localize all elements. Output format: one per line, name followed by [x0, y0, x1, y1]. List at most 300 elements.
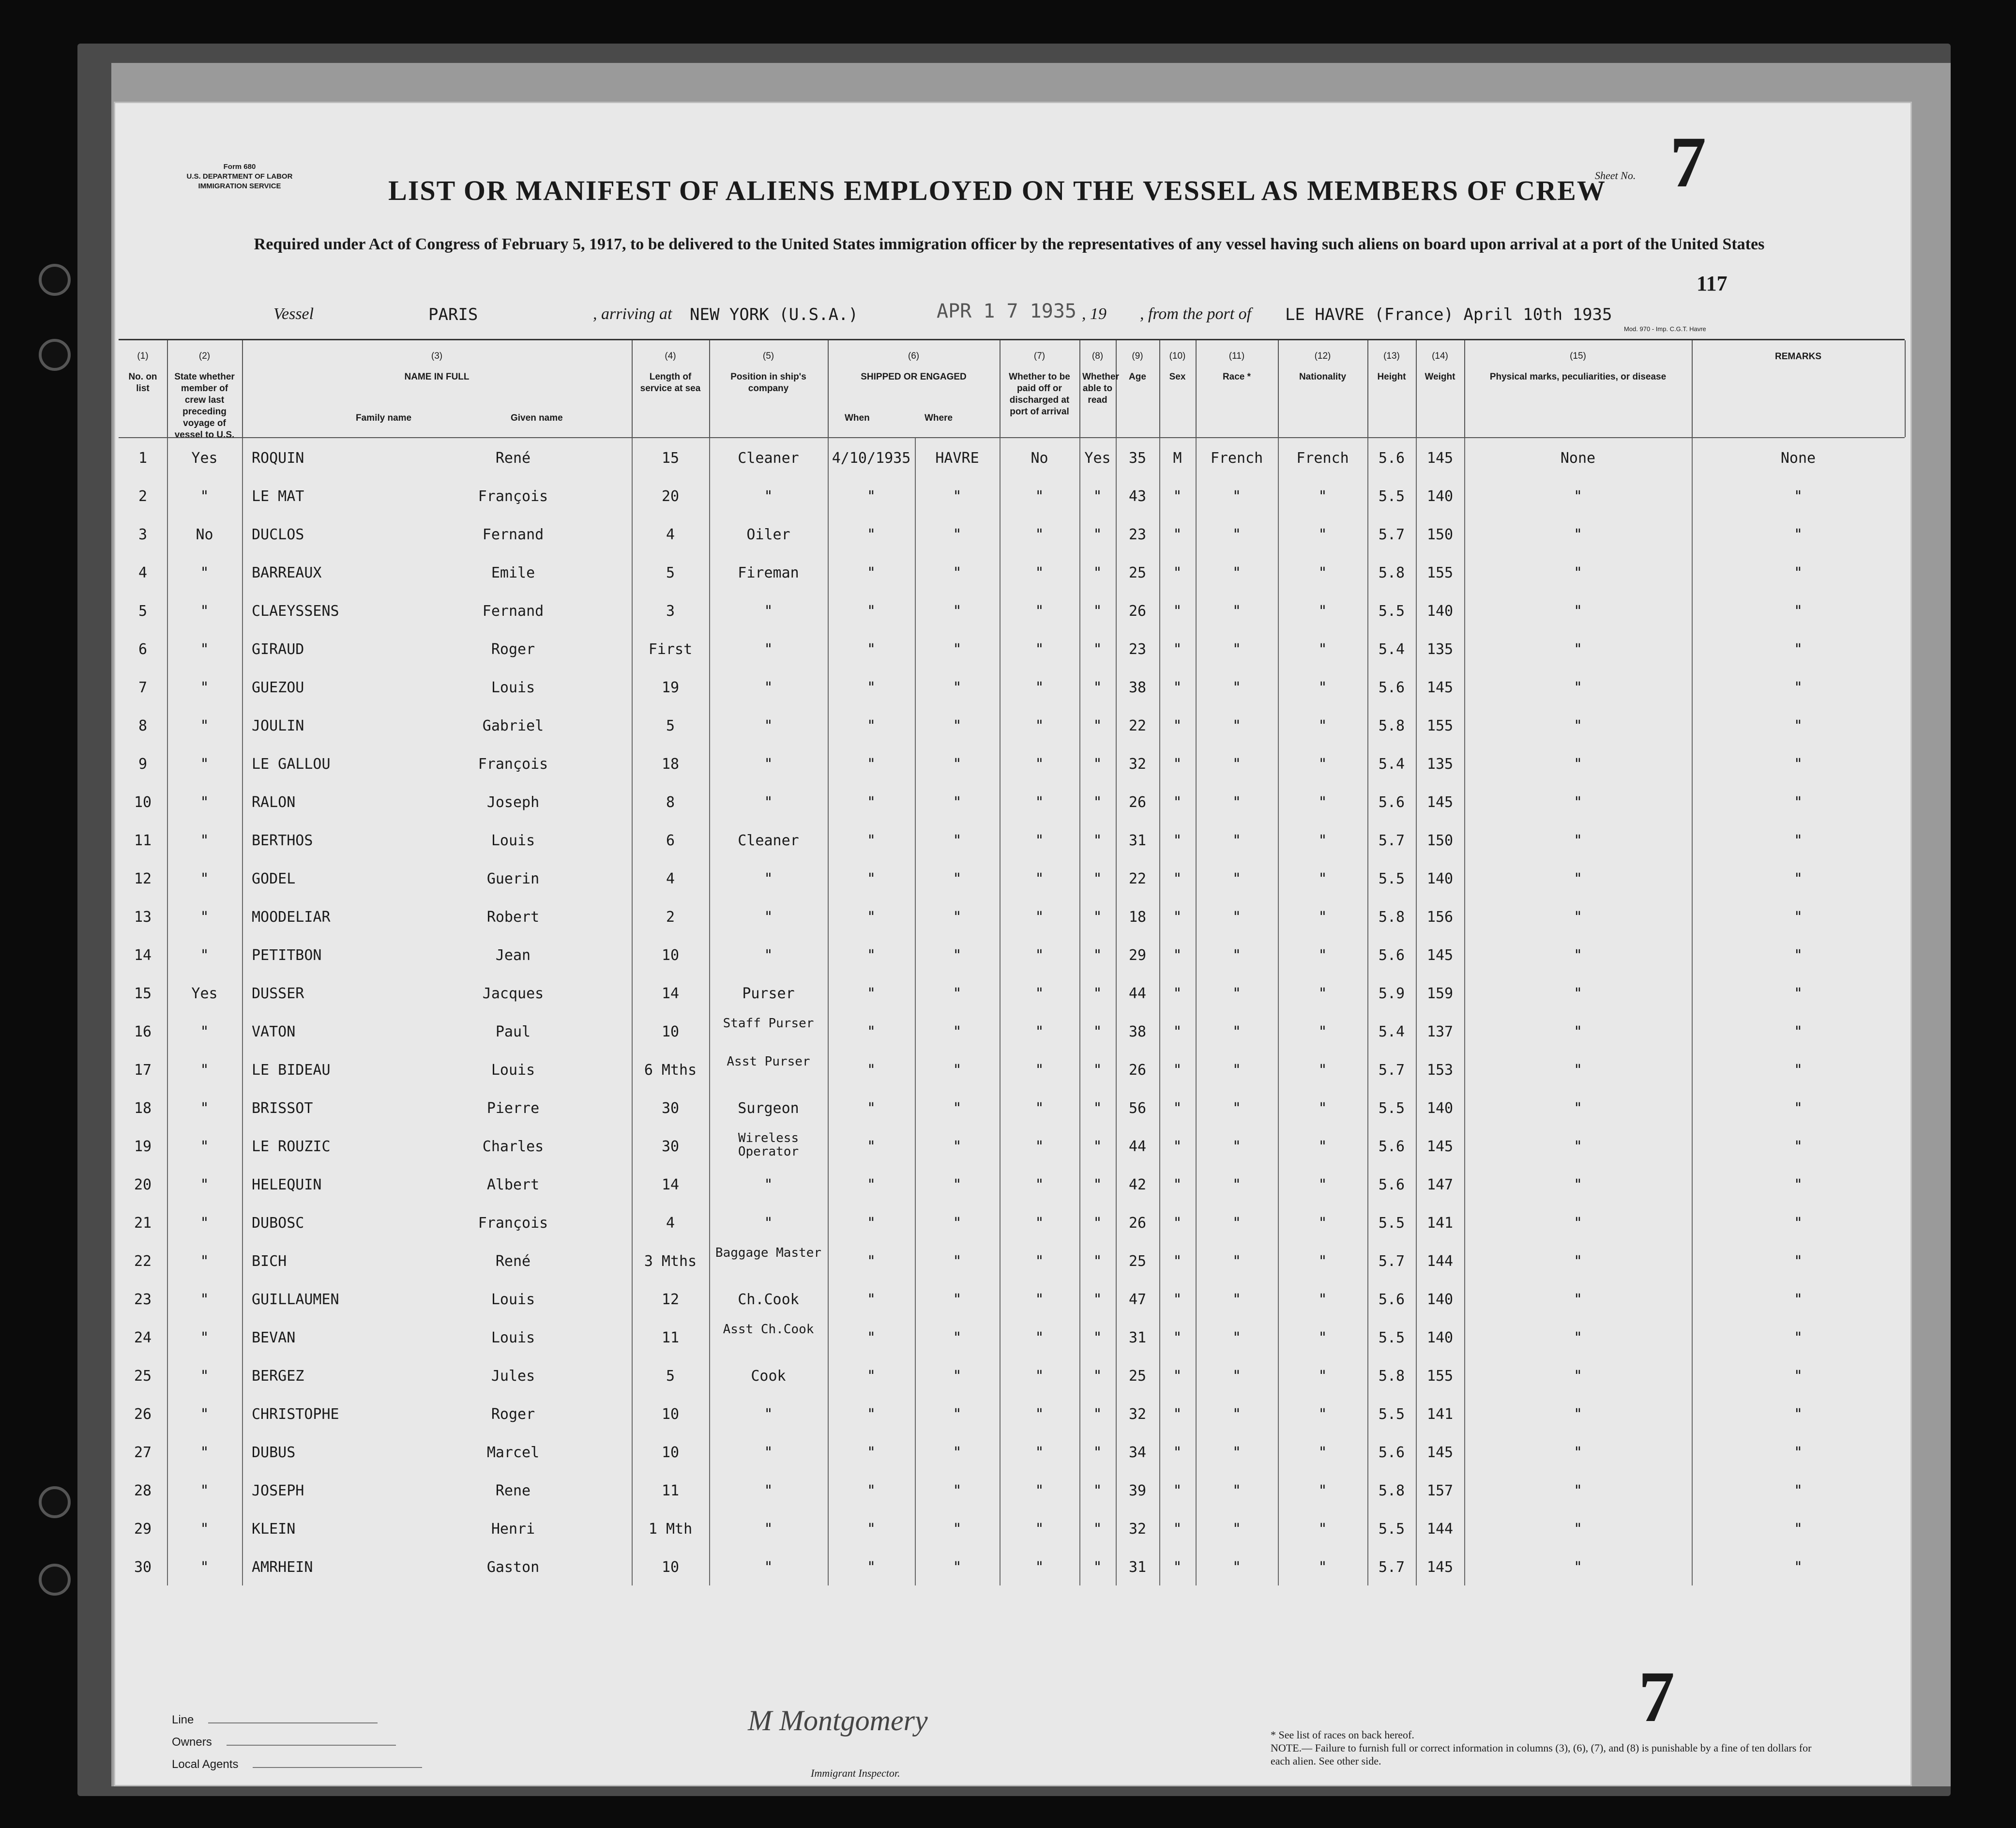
mod-note: Mod. 970 - Imp. C.G.T. Havre [1624, 325, 1706, 333]
column-rule [1116, 438, 1117, 1585]
table-row [119, 821, 1905, 859]
cell-sex: " [1173, 1176, 1182, 1193]
column-label: SHIPPED OR ENGAGED [861, 372, 967, 382]
cell-marks: " [1573, 679, 1583, 696]
cell-read: " [1093, 1444, 1102, 1461]
cell-when: " [866, 1023, 876, 1040]
cell-prev: " [200, 1559, 209, 1576]
cell-height: 5.4 [1378, 756, 1405, 773]
cell-where: " [953, 1521, 962, 1538]
cell-given: Fernand [482, 526, 544, 543]
cell-read: Yes [1084, 450, 1111, 467]
cell-family: KLEIN [252, 1521, 296, 1538]
cell-position: Fireman [738, 564, 799, 581]
cell-remarks: " [1793, 985, 1803, 1002]
cell-weight: 140 [1426, 1329, 1454, 1346]
cell-paid: " [1035, 488, 1044, 505]
cell-position: " [764, 1406, 773, 1423]
cell-weight: 145 [1426, 450, 1454, 467]
cell-paid: " [1035, 1559, 1044, 1576]
cell-paid: " [1035, 909, 1044, 926]
cell-family: DUBOSC [252, 1215, 304, 1232]
column-label: Height [1377, 372, 1406, 382]
table-row [119, 1050, 1905, 1088]
cell-race: " [1232, 679, 1242, 696]
table-row [119, 1012, 1905, 1050]
cell-age: 38 [1128, 679, 1147, 696]
cell-marks: " [1573, 909, 1583, 926]
cell-family: CHRISTOPHE [252, 1406, 339, 1423]
cell-age: 43 [1128, 488, 1147, 505]
cell-prev: " [200, 1100, 209, 1117]
cell-weight: 156 [1426, 909, 1454, 926]
cell-weight: 157 [1426, 1482, 1454, 1499]
cell-where: " [953, 1062, 962, 1079]
column-rule [1079, 438, 1080, 1585]
cell-read: " [1093, 1406, 1102, 1423]
column-label: Nationality [1299, 372, 1347, 382]
cell-position: Cleaner [738, 450, 799, 467]
cell-position: " [764, 756, 773, 773]
cell-race: " [1232, 641, 1242, 658]
cell-no: 11 [134, 832, 152, 849]
cell-prev: " [200, 870, 209, 887]
column-rule [709, 438, 710, 1585]
cell-paid: " [1035, 985, 1044, 1002]
cell-when: " [866, 1482, 876, 1499]
column-label: No. on list [128, 372, 157, 394]
cell-family: GIRAUD [252, 641, 304, 658]
column-label: NAME IN FULL [404, 372, 470, 382]
cell-weight: 140 [1426, 1100, 1454, 1117]
column-rule [1464, 438, 1465, 1585]
column-number: (13) [1383, 351, 1400, 361]
cell-given: Joseph [486, 794, 540, 811]
table-row [119, 668, 1905, 706]
cell-when: " [866, 1176, 876, 1193]
cell-height: 5.6 [1378, 1444, 1405, 1461]
cell-sex: " [1173, 1062, 1182, 1079]
cell-marks: " [1573, 603, 1583, 620]
cell-remarks: " [1793, 641, 1803, 658]
cell-race: " [1232, 603, 1242, 620]
cell-family: LE ROUZIC [252, 1138, 331, 1155]
cell-remarks: " [1793, 603, 1803, 620]
cell-read: " [1093, 1482, 1102, 1499]
column-label: Whether to be paid off or discharged at port of arrival [1009, 372, 1070, 417]
column-number: (15) [1570, 351, 1586, 361]
cell-nat: " [1318, 794, 1327, 811]
cell-marks: " [1573, 1521, 1583, 1538]
cell-sex: " [1173, 1406, 1182, 1423]
cell-height: 5.4 [1378, 641, 1405, 658]
cell-age: 32 [1128, 756, 1147, 773]
line-field [208, 1722, 378, 1723]
cell-sex: " [1173, 1521, 1182, 1538]
cell-family: DUBUS [252, 1444, 296, 1461]
subheader-when: When [845, 413, 870, 423]
cell-position: " [764, 1521, 773, 1538]
cell-weight: 145 [1426, 1444, 1454, 1461]
table-row [119, 782, 1905, 821]
cell-paid: " [1035, 1368, 1044, 1385]
cell-service: 2 [666, 909, 675, 926]
table-row [119, 1509, 1905, 1547]
cell-where: " [953, 641, 962, 658]
sheet-label: Sheet No. [1595, 169, 1636, 182]
cell-no: 9 [138, 756, 148, 773]
cell-given: Roger [491, 1406, 535, 1423]
cell-marks: " [1573, 870, 1583, 887]
column-rule [1692, 438, 1693, 1585]
cell-prev: " [200, 1253, 209, 1270]
cell-given: Jacques [482, 985, 544, 1002]
cell-prev: " [200, 1406, 209, 1423]
cell-height: 5.6 [1378, 450, 1405, 467]
cell-paid: " [1035, 1444, 1044, 1461]
cell-service: 19 [661, 679, 680, 696]
cell-weight: 137 [1426, 1023, 1454, 1040]
form-number: Form 680 [223, 163, 256, 171]
cell-remarks: " [1793, 1406, 1803, 1423]
cell-height: 5.6 [1378, 1291, 1405, 1308]
cell-read: " [1093, 1521, 1102, 1538]
cell-family: PETITBON [252, 947, 322, 964]
column-rule [242, 438, 243, 1585]
cell-service: 4 [666, 1215, 675, 1232]
cell-position: Ch.Cook [738, 1291, 799, 1308]
cell-family: BEVAN [252, 1329, 296, 1346]
subheader-where: Where [925, 413, 953, 423]
cell-when: " [866, 832, 876, 849]
cell-where: " [953, 1176, 962, 1193]
cell-family: BARREAUX [252, 564, 322, 581]
cell-service: 1 Mth [648, 1521, 693, 1538]
cell-height: 5.5 [1378, 1329, 1405, 1346]
cell-family: AMRHEIN [252, 1559, 313, 1576]
cell-sex: " [1173, 641, 1182, 658]
cell-paid: " [1035, 1521, 1044, 1538]
cell-family: LE GALLOU [252, 756, 331, 773]
department: U.S. DEPARTMENT OF LABOR [186, 172, 293, 181]
cell-service: 5 [666, 717, 675, 734]
table-row [119, 476, 1905, 515]
cell-age: 25 [1128, 1368, 1147, 1385]
cell-age: 25 [1128, 1253, 1147, 1270]
cell-no: 4 [138, 564, 148, 581]
cell-given: Paul [495, 1023, 531, 1040]
cell-read: " [1093, 832, 1102, 849]
table-row [119, 1547, 1905, 1585]
cell-remarks: " [1793, 1100, 1803, 1117]
cell-height: 5.5 [1378, 870, 1405, 887]
column-number: (12) [1314, 351, 1331, 361]
cell-race: " [1232, 1138, 1242, 1155]
column-header [1278, 340, 1368, 437]
cell-remarks: " [1793, 870, 1803, 887]
cell-sex: " [1173, 1444, 1182, 1461]
cell-nat: " [1318, 564, 1327, 581]
cell-sex: " [1173, 603, 1182, 620]
cell-family: CLAEYSSENS [252, 603, 339, 620]
cell-read: " [1093, 1023, 1102, 1040]
cell-given: Louis [491, 1291, 535, 1308]
cell-remarks: " [1793, 1176, 1803, 1193]
binder-hole [39, 1564, 71, 1596]
cell-race: " [1232, 1482, 1242, 1499]
column-header [1367, 340, 1417, 437]
column-label: Position in ship's company [730, 372, 806, 394]
cell-remarks: None [1780, 450, 1816, 467]
cell-service: 5 [666, 1368, 675, 1385]
cell-nat: " [1318, 756, 1327, 773]
cell-age: 44 [1128, 1138, 1147, 1155]
cell-remarks: " [1793, 1291, 1803, 1308]
cell-when: " [866, 1138, 876, 1155]
cell-prev: " [200, 488, 209, 505]
cell-race: " [1232, 1062, 1242, 1079]
cell-when: " [866, 1559, 876, 1576]
cell-paid: " [1035, 1100, 1044, 1117]
cell-service: 6 [666, 832, 675, 849]
cell-age: 26 [1128, 794, 1147, 811]
column-rule [632, 438, 633, 1585]
cell-race: " [1232, 717, 1242, 734]
cell-where: " [953, 1100, 962, 1117]
column-header [1692, 340, 1906, 437]
cell-sex: " [1173, 1023, 1182, 1040]
cell-age: 26 [1128, 1062, 1147, 1079]
service: IMMIGRATION SERVICE [198, 182, 281, 190]
cell-paid: " [1035, 603, 1044, 620]
cell-weight: 145 [1426, 1138, 1454, 1155]
cell-paid: " [1035, 1176, 1044, 1193]
cell-position: Baggage Master [715, 1246, 822, 1260]
cell-paid: " [1035, 1215, 1044, 1232]
cell-sex: " [1173, 1100, 1182, 1117]
cell-nat: " [1318, 488, 1327, 505]
cell-remarks: " [1793, 794, 1803, 811]
cell-given: Jules [491, 1368, 535, 1385]
cell-prev: " [200, 1482, 209, 1499]
cell-paid: " [1035, 947, 1044, 964]
cell-height: 5.5 [1378, 603, 1405, 620]
cell-family: BERGEZ [252, 1368, 304, 1385]
cell-weight: 140 [1426, 603, 1454, 620]
cell-read: " [1093, 679, 1102, 696]
cell-read: " [1093, 870, 1102, 887]
cell-sex: " [1173, 488, 1182, 505]
cell-when: " [866, 947, 876, 964]
cell-nat: " [1318, 985, 1327, 1002]
column-rule [915, 438, 916, 1585]
vessel-name: PARIS [428, 305, 478, 324]
cell-prev: " [200, 641, 209, 658]
cell-given: Roger [491, 641, 535, 658]
cell-where: " [953, 679, 962, 696]
cell-sex: " [1173, 909, 1182, 926]
cell-service: 5 [666, 564, 675, 581]
cell-sex: " [1173, 1482, 1182, 1499]
column-header [1079, 340, 1117, 437]
cell-race: " [1232, 1559, 1242, 1576]
column-number: (3) [431, 351, 443, 361]
column-header [242, 340, 633, 437]
cell-prev: " [200, 1444, 209, 1461]
cell-read: " [1093, 1138, 1102, 1155]
column-number: (11) [1228, 351, 1245, 361]
cell-marks: None [1560, 450, 1596, 467]
cell-where: " [953, 832, 962, 849]
cell-family: BICH [252, 1253, 287, 1270]
cell-where: " [953, 1482, 962, 1499]
cell-weight: 159 [1426, 985, 1454, 1002]
cell-race: " [1232, 1368, 1242, 1385]
cell-where: " [953, 1329, 962, 1346]
cell-age: 31 [1128, 1559, 1147, 1576]
cell-no: 24 [134, 1329, 152, 1346]
cell-marks: " [1573, 717, 1583, 734]
cell-nat: " [1318, 1521, 1327, 1538]
cell-weight: 141 [1426, 1406, 1454, 1423]
cell-nat: " [1318, 1253, 1327, 1270]
cell-height: 5.7 [1378, 1253, 1405, 1270]
cell-where: " [953, 1559, 962, 1576]
cell-height: 5.7 [1378, 1062, 1405, 1079]
cell-where: " [953, 1444, 962, 1461]
cell-position: " [764, 641, 773, 658]
cell-weight: 145 [1426, 947, 1454, 964]
cell-family: VATON [252, 1023, 296, 1040]
cell-weight: 155 [1426, 564, 1454, 581]
cell-read: " [1093, 1559, 1102, 1576]
cell-read: " [1093, 1176, 1102, 1193]
cell-sex: " [1173, 756, 1182, 773]
cell-position: Oiler [746, 526, 790, 543]
cell-where: " [953, 488, 962, 505]
cell-given: René [495, 450, 531, 467]
cell-no: 25 [134, 1368, 152, 1385]
column-header [1196, 340, 1279, 437]
binder-hole [39, 264, 71, 296]
table-row [119, 629, 1905, 668]
cell-prev: Yes [191, 450, 218, 467]
cell-service: 10 [661, 1559, 680, 1576]
cell-age: 38 [1128, 1023, 1147, 1040]
cell-position: Cook [751, 1368, 786, 1385]
cell-height: 5.7 [1378, 832, 1405, 849]
cell-height: 5.8 [1378, 564, 1405, 581]
cell-nat: French [1296, 450, 1349, 467]
cell-position: " [764, 947, 773, 964]
cell-no: 6 [138, 641, 148, 658]
cell-service: 8 [666, 794, 675, 811]
cell-age: 35 [1128, 450, 1147, 467]
cell-where: " [953, 870, 962, 887]
table-body [119, 437, 1905, 1576]
cell-given: Guerin [486, 870, 540, 887]
cell-age: 25 [1128, 564, 1147, 581]
column-number: (2) [198, 351, 211, 361]
column-label: Physical marks, peculiarities, or disease [1489, 372, 1667, 382]
cell-position: " [764, 870, 773, 887]
cell-race: French [1210, 450, 1263, 467]
cell-read: " [1093, 1100, 1102, 1117]
cell-no: 10 [134, 794, 152, 811]
cell-when: " [866, 1215, 876, 1232]
cell-given: Louis [491, 832, 535, 849]
binder-hole [39, 1486, 71, 1518]
cell-where: " [953, 909, 962, 926]
cell-nat: " [1318, 832, 1327, 849]
cell-family: JOSEPH [252, 1482, 304, 1499]
cell-read: " [1093, 488, 1102, 505]
cell-position: " [764, 1215, 773, 1232]
table-row [119, 859, 1905, 897]
cell-no: 23 [134, 1291, 152, 1308]
cell-position: Purser [742, 985, 795, 1002]
table-row [119, 1241, 1905, 1280]
cell-family: ROQUIN [252, 450, 304, 467]
cell-age: 22 [1128, 717, 1147, 734]
cell-where: " [953, 1138, 962, 1155]
cell-race: " [1232, 1253, 1242, 1270]
cell-when: " [866, 641, 876, 658]
cell-marks: " [1573, 794, 1583, 811]
cell-nat: " [1318, 1368, 1327, 1385]
cell-paid: " [1035, 1291, 1044, 1308]
cell-sex: " [1173, 717, 1182, 734]
cell-age: 23 [1128, 526, 1147, 543]
cell-remarks: " [1793, 1559, 1803, 1576]
cell-paid: " [1035, 1406, 1044, 1423]
cell-age: 39 [1128, 1482, 1147, 1499]
cell-paid: " [1035, 717, 1044, 734]
from-port: LE HAVRE (France) April 10th 1935 [1285, 305, 1612, 324]
cell-no: 2 [138, 488, 148, 505]
cell-family: GODEL [252, 870, 296, 887]
cell-weight: 135 [1426, 641, 1454, 658]
cell-when: " [866, 1444, 876, 1461]
cell-weight: 145 [1426, 1559, 1454, 1576]
cell-marks: " [1573, 1559, 1583, 1576]
cell-no: 12 [134, 870, 152, 887]
cell-age: 42 [1128, 1176, 1147, 1193]
cell-age: 31 [1128, 1329, 1147, 1346]
year-label: , 19 [1082, 305, 1107, 323]
cell-paid: " [1035, 794, 1044, 811]
cell-remarks: " [1793, 564, 1803, 581]
cell-age: 22 [1128, 870, 1147, 887]
cell-marks: " [1573, 488, 1583, 505]
crew-table [119, 339, 1905, 1576]
cell-sex: " [1173, 1329, 1182, 1346]
cell-paid: " [1035, 526, 1044, 543]
cell-given: Robert [486, 909, 540, 926]
inspector-label: Immigrant Inspector. [811, 1767, 900, 1779]
cell-sex: " [1173, 1291, 1182, 1308]
cell-given: Louis [491, 1062, 535, 1079]
cell-no: 7 [138, 679, 148, 696]
table-row [119, 1356, 1905, 1394]
date-stamp: APR 1 7 1935 [937, 300, 1076, 322]
cell-paid: " [1035, 756, 1044, 773]
cell-read: " [1093, 1329, 1102, 1346]
table-row [119, 515, 1905, 553]
cell-paid: " [1035, 641, 1044, 658]
cell-height: 5.7 [1378, 526, 1405, 543]
column-label: Sex [1169, 372, 1186, 382]
